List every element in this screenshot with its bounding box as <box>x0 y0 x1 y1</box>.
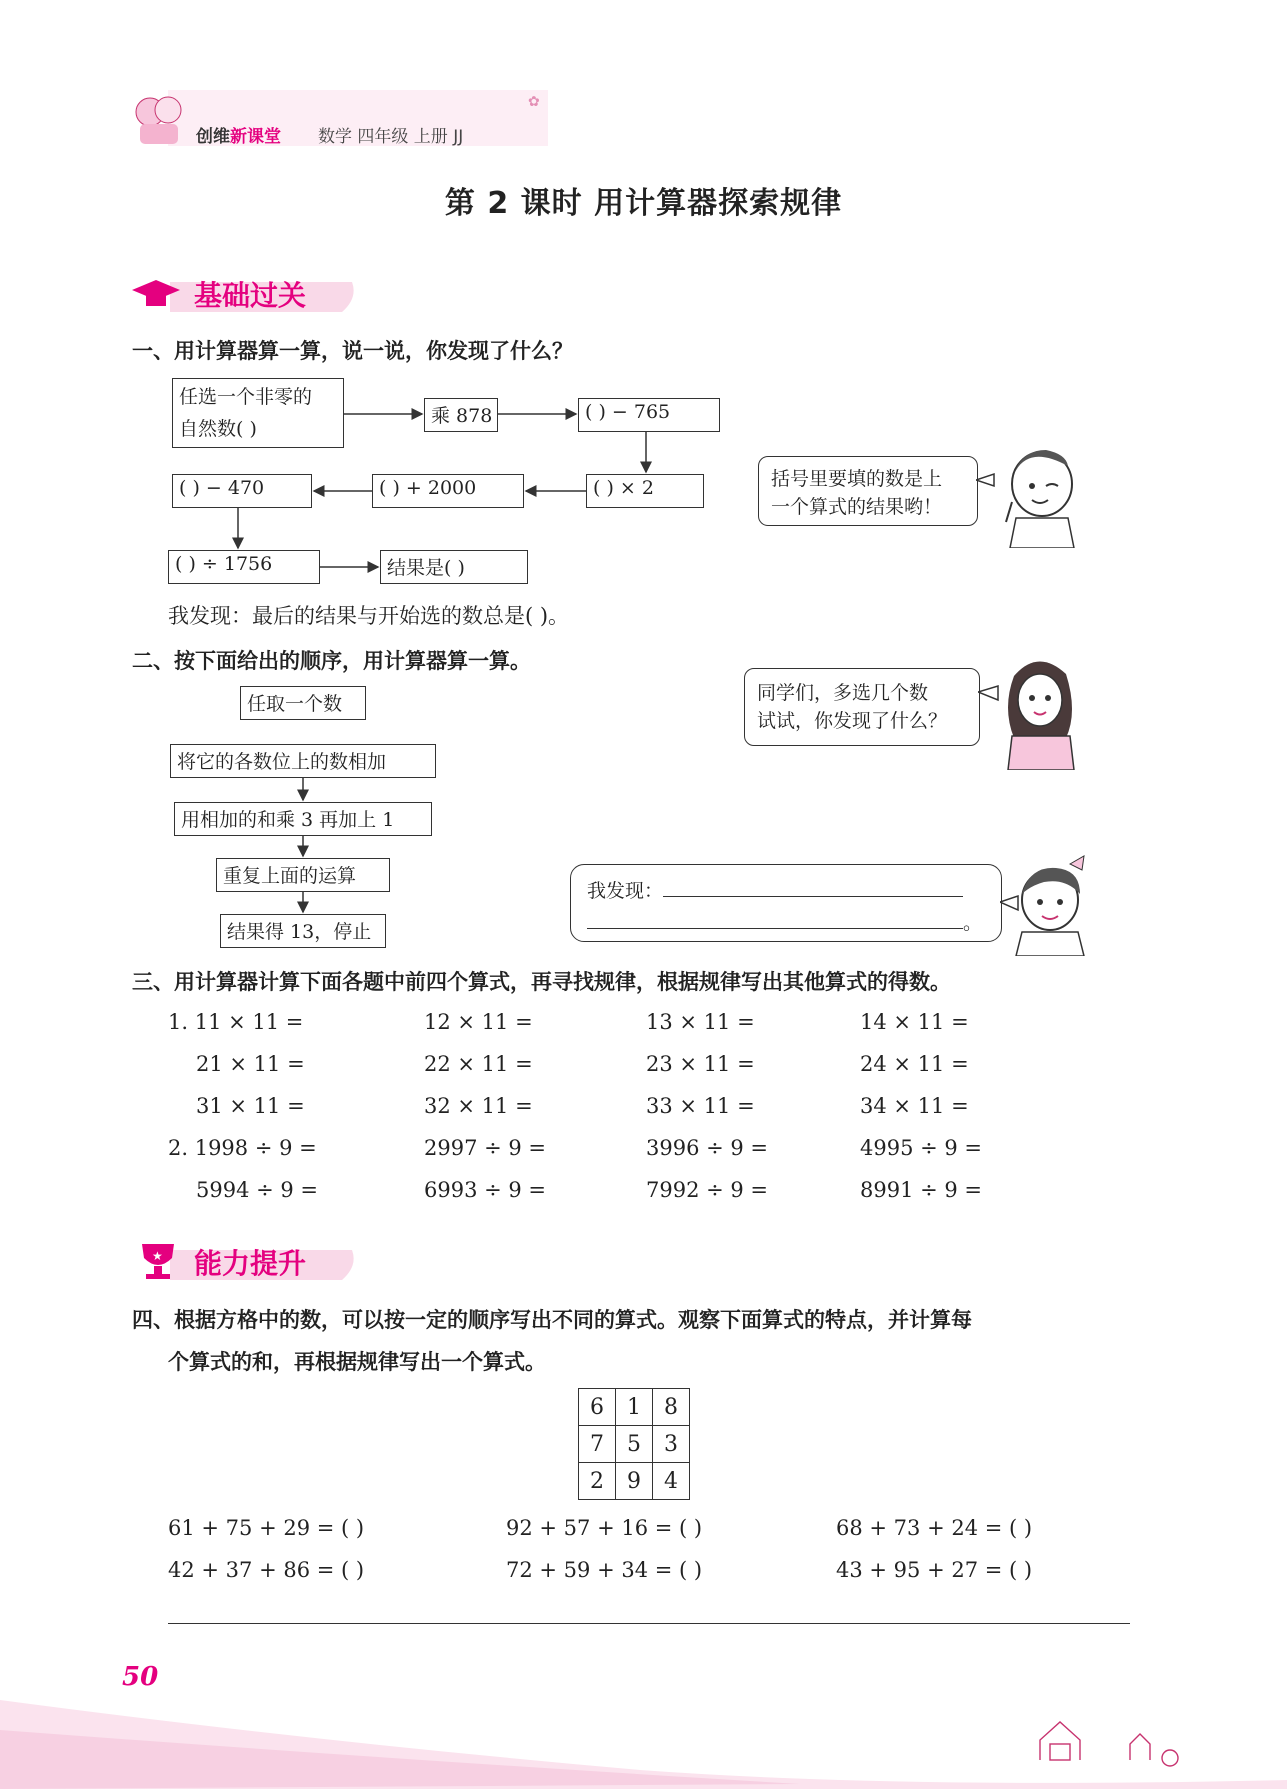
q3-expr: 6993 ÷ 9 = <box>424 1178 547 1202</box>
q3-expr: 31 × 11 = <box>196 1094 305 1118</box>
magic-cell: 2 <box>579 1463 616 1500</box>
q4-expr: 92 + 57 + 16 = ( ) <box>506 1516 703 1540</box>
q3-expr: 3996 ÷ 9 = <box>646 1136 769 1160</box>
hint-bubble-1-line2: 一个算式的结果哟！ <box>771 496 943 518</box>
q2-prompt: 二、按下面给出的顺序，用计算器算一算。 <box>132 649 531 673</box>
svg-text:✿: ✿ <box>528 94 540 110</box>
magic-cell: 4 <box>653 1463 690 1500</box>
q4-expr: 61 + 75 + 29 = ( ) <box>168 1516 365 1540</box>
step-box-2: 将它的各数位上的数相加 <box>170 744 436 778</box>
magic-cell: 9 <box>616 1463 653 1500</box>
q3-expr: 4995 ÷ 9 = <box>860 1136 983 1160</box>
q4-prompt-line1: 四、根据方格中的数，可以按一定的顺序写出不同的算式。观察下面算式的特点，并计算每 <box>132 1308 972 1332</box>
step-box-5: 结果得 13，停止 <box>220 914 386 948</box>
girl-character-icon <box>978 652 1088 770</box>
q3-expr: 12 × 11 = <box>424 1010 533 1034</box>
answer-line[interactable] <box>168 1623 1130 1624</box>
finding-end: 。 <box>963 912 983 934</box>
q3-expr: 22 × 11 = <box>424 1052 533 1076</box>
flow-box-div1756: ( ) ÷ 1756 <box>168 550 320 584</box>
q3-expr: 8991 ÷ 9 = <box>860 1178 983 1202</box>
flow-box-start-line1: 任选一个非零的 <box>179 386 313 408</box>
q3-expr: 21 × 11 = <box>196 1052 305 1076</box>
q4-expr: 68 + 73 + 24 = ( ) <box>836 1516 1033 1540</box>
step-box-4: 重复上面的运算 <box>216 858 390 892</box>
subject-line: 数学 四年级 上册 JJ <box>318 127 464 147</box>
step-box-3: 用相加的和乘 3 再加上 1 <box>174 802 432 836</box>
flow-box-sub470: ( ) − 470 <box>172 474 312 508</box>
hint-bubble-2-line1: 同学们，多选几个数 <box>757 682 929 704</box>
q3-expr: 5994 ÷ 9 = <box>196 1178 319 1202</box>
magic-cell: 3 <box>653 1426 690 1463</box>
q1-finding: 我发现：最后的结果与开始选的数总是( )。 <box>168 604 570 628</box>
q3-expr: 14 × 11 = <box>860 1010 969 1034</box>
finding-row-2 <box>587 909 985 937</box>
q3-expr: 2997 ÷ 9 = <box>424 1136 547 1160</box>
q3-expr: 7992 ÷ 9 = <box>646 1178 769 1202</box>
svg-text:★: ★ <box>152 1249 163 1263</box>
page-number: 50 <box>122 1662 159 1692</box>
hint-bubble-2 <box>744 668 980 746</box>
flow-box-sub765: ( ) − 765 <box>578 398 720 432</box>
flow-box-result: 结果是( ) <box>380 550 528 584</box>
q3-expr: 13 × 11 = <box>646 1010 755 1034</box>
q3-expr: 1. 11 × 11 = <box>168 1010 304 1034</box>
section-advanced <box>130 1236 360 1284</box>
q4-prompt-line2: 个算式的和，再根据规律写出一个算式。 <box>168 1350 546 1374</box>
q3-expr: 33 × 11 = <box>646 1094 755 1118</box>
q3-expr: 24 × 11 = <box>860 1052 969 1076</box>
q3-expr: 23 × 11 = <box>646 1052 755 1076</box>
page-title: 第 2 课时 用计算器探索规律 <box>444 186 843 221</box>
q3-expr: 2. 1998 ÷ 9 = <box>168 1136 317 1160</box>
q1-prompt: 一、用计算器算一算，说一说，你发现了什么？ <box>132 339 573 363</box>
flow-box-start-line2: 自然数( ) <box>179 418 257 440</box>
magic-cell: 6 <box>579 1389 616 1426</box>
q3-expr: 32 × 11 = <box>424 1094 533 1118</box>
q4-expr: 42 + 37 + 86 = ( ) <box>168 1558 365 1582</box>
q1-flow-arrows <box>0 0 1287 700</box>
section-basic-label: 基础过关 <box>194 279 307 312</box>
section-advanced-label: 能力提升 <box>194 1247 307 1280</box>
finding-label: 我发现： <box>587 880 664 902</box>
hint-bubble-1 <box>758 456 978 526</box>
flow-box-mul878: 乘 878 <box>424 398 498 432</box>
brand-part-a: 创维 <box>196 127 230 147</box>
q4-expr: 43 + 95 + 27 = ( ) <box>836 1558 1033 1582</box>
magic-cell: 7 <box>579 1426 616 1463</box>
q3-prompt: 三、用计算器计算下面各题中前四个算式，再寻找规律，根据规律写出其他算式的得数。 <box>132 970 951 994</box>
finding-blank-2[interactable] <box>587 910 963 929</box>
finding-blank-1[interactable] <box>663 878 963 897</box>
brand-part-b: 新课堂 <box>230 127 281 147</box>
flow-box-mul2: ( ) × 2 <box>586 474 704 508</box>
magic-cell: 5 <box>616 1426 653 1463</box>
girl-with-bow-icon <box>1000 852 1096 956</box>
finding-row-1 <box>587 877 985 905</box>
step-box-1: 任取一个数 <box>240 686 366 720</box>
flow-box-add2000: ( ) + 2000 <box>372 474 524 508</box>
footer-decoration <box>0 1700 1287 1789</box>
hint-bubble-1-line1: 括号里要填的数是上 <box>771 468 943 490</box>
magic-cell: 8 <box>653 1389 690 1426</box>
q3-expr: 34 × 11 = <box>860 1094 969 1118</box>
finding-bubble <box>570 864 1002 942</box>
hint-bubble-2-line2: 试试，你发现了什么？ <box>757 710 948 732</box>
magic-square <box>578 1388 690 1500</box>
boy-character-icon <box>976 438 1086 548</box>
magic-cell: 1 <box>616 1389 653 1426</box>
q4-expr: 72 + 59 + 34 = ( ) <box>506 1558 703 1582</box>
